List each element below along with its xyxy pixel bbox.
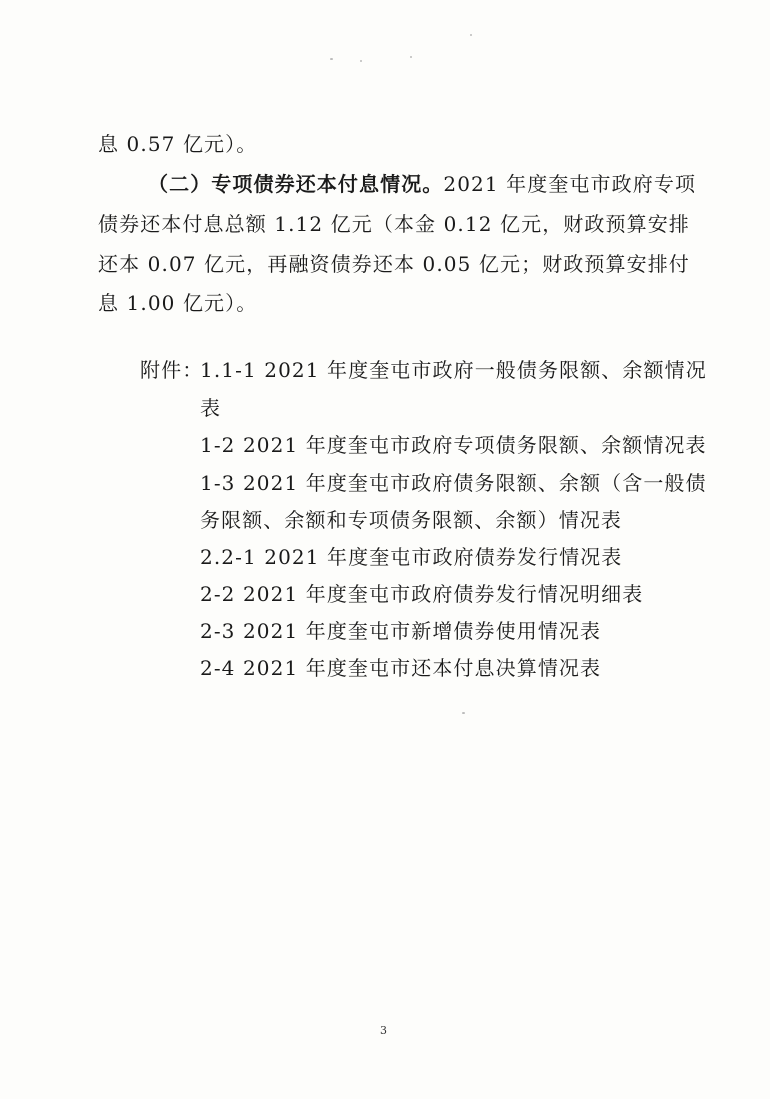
scan-speck [330, 58, 333, 60]
section2-line2: 债券还本付息总额 1.12 亿元（本金 0.12 亿元，财政预算安排 [98, 212, 690, 236]
section2-heading: （二）专项债券还本付息情况。 [148, 172, 444, 196]
section2-line4: 息 1.00 亿元）。 [98, 291, 258, 315]
scan-speck [360, 60, 362, 62]
page-number: 3 [380, 1024, 387, 1037]
scan-speck [470, 34, 472, 36]
section2-line3: 还本 0.07 亿元，再融资债券还本 0.05 亿元；财政预算安排付 [98, 252, 690, 276]
attachment-item: 表 [200, 396, 222, 420]
attachment-item: 务限额、余额和专项债务限额、余额）情况表 [200, 508, 622, 532]
attachment-item: 2-3 2021 年度奎屯市新增债券使用情况表 [200, 619, 602, 643]
attachment-item: 2-4 2021 年度奎屯市还本付息决算情况表 [200, 656, 602, 680]
attachment-item: 2.2-1 2021 年度奎屯市政府债券发行情况表 [200, 545, 623, 569]
attachment-item: 1-3 2021 年度奎屯市政府债务限额、余额（含一般债 [200, 471, 707, 495]
section2-first-line [148, 170, 696, 198]
attachment-item: 2-2 2021 年度奎屯市政府债券发行情况明细表 [200, 582, 644, 606]
paragraph-end-line: 息 0.57 亿元）。 [98, 132, 258, 156]
attachment-item: 1-2 2021 年度奎屯市政府专项债务限额、余额情况表 [200, 433, 707, 457]
attachment-item: 1.1-1 2021 年度奎屯市政府一般债务限额、余额情况 [200, 358, 707, 382]
section2-line1-rest: 2021 年度奎屯市政府专项 [443, 172, 697, 196]
scan-speck [462, 712, 465, 714]
attachments-label: 附件： [140, 358, 204, 382]
scan-speck [410, 56, 412, 58]
